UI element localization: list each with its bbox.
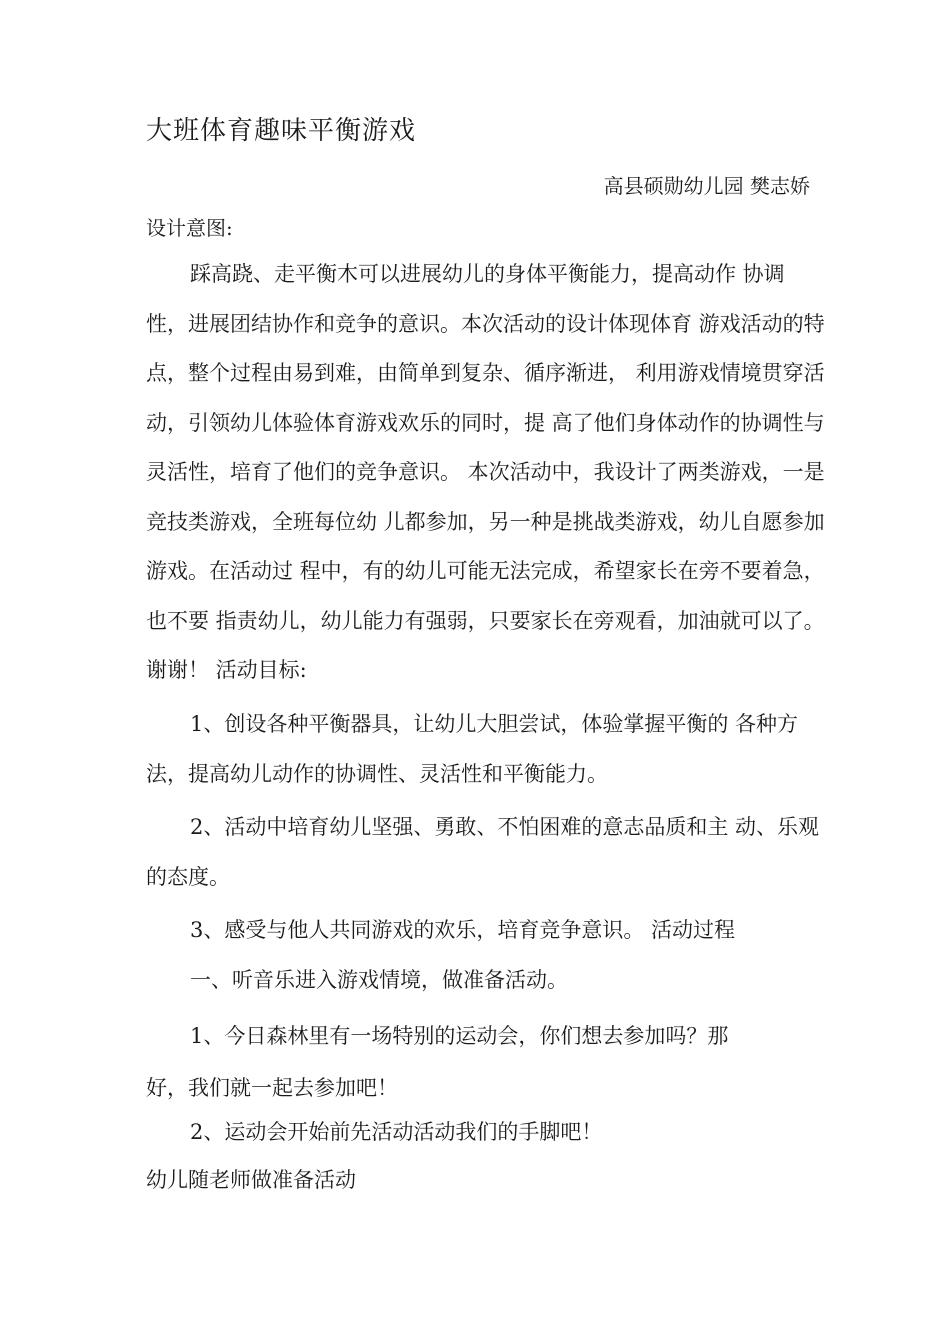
step-2: 2、运动会开始前先活动活动我们的手脚吧！ — [190, 1120, 603, 1144]
step-2-note: 幼儿随老师做准备活动 — [146, 1168, 356, 1192]
document-title: 大班体育趣味平衡游戏 — [146, 116, 417, 146]
process-step-1-heading: 一、听音乐进入游戏情境，做准备活动。 — [190, 968, 568, 992]
design-heading: 设计意图: — [146, 216, 233, 240]
author-line: 高县硕勋幼儿园 樊志娇 — [603, 174, 810, 198]
step-1-line-2: 好，我们就一起去参加吧！ — [146, 1076, 398, 1100]
step-1-line-1: 1、今日森林里有一场特别的运动会，你们想去参加吗？那 — [190, 1024, 729, 1048]
goal-item-2: 2、活动中培育幼儿坚强、勇敢、不怕困难的意志品质和主 动、乐观的态度。 — [146, 815, 820, 889]
design-paragraph: 踩高跷、走平衡木可以进展幼儿的身体平衡能力，提高动作 协调性，进展团结协作和竞争的意识。本次活动的设计体现体育 游戏活动的特点，整个过程由易到难，由简单到复杂、循序渐进， 利用游戏情境贯穿活动，引领幼儿体验体育游戏欢乐的同时，提 高了他们身体动作的协调性与灵活性，培育了他们的竞争意识。 本次活动中，我设计了两类游戏，一是竞技类游戏，全班每位幼 儿都参加，另一种是挑战类游戏，幼儿自愿参加游戏。在活动过 程中，有的幼儿可能无法完成，希望家长在旁不要着急，也不要 指责幼儿，幼儿能力有强弱，只要家长在旁观看，加油就可以了。 谢谢！ 活动目标: — [146, 262, 825, 682]
goal-item-3: 3、感受与他人共同游戏的欢乐，培育竞争意识。 活动过程 — [190, 918, 736, 942]
goal-item-1: 1、创设各种平衡器具，让幼儿大胆尝试，体验掌握平衡的 各种方法，提高幼儿动作的协调性、灵活性和平衡能力。 — [146, 712, 799, 786]
